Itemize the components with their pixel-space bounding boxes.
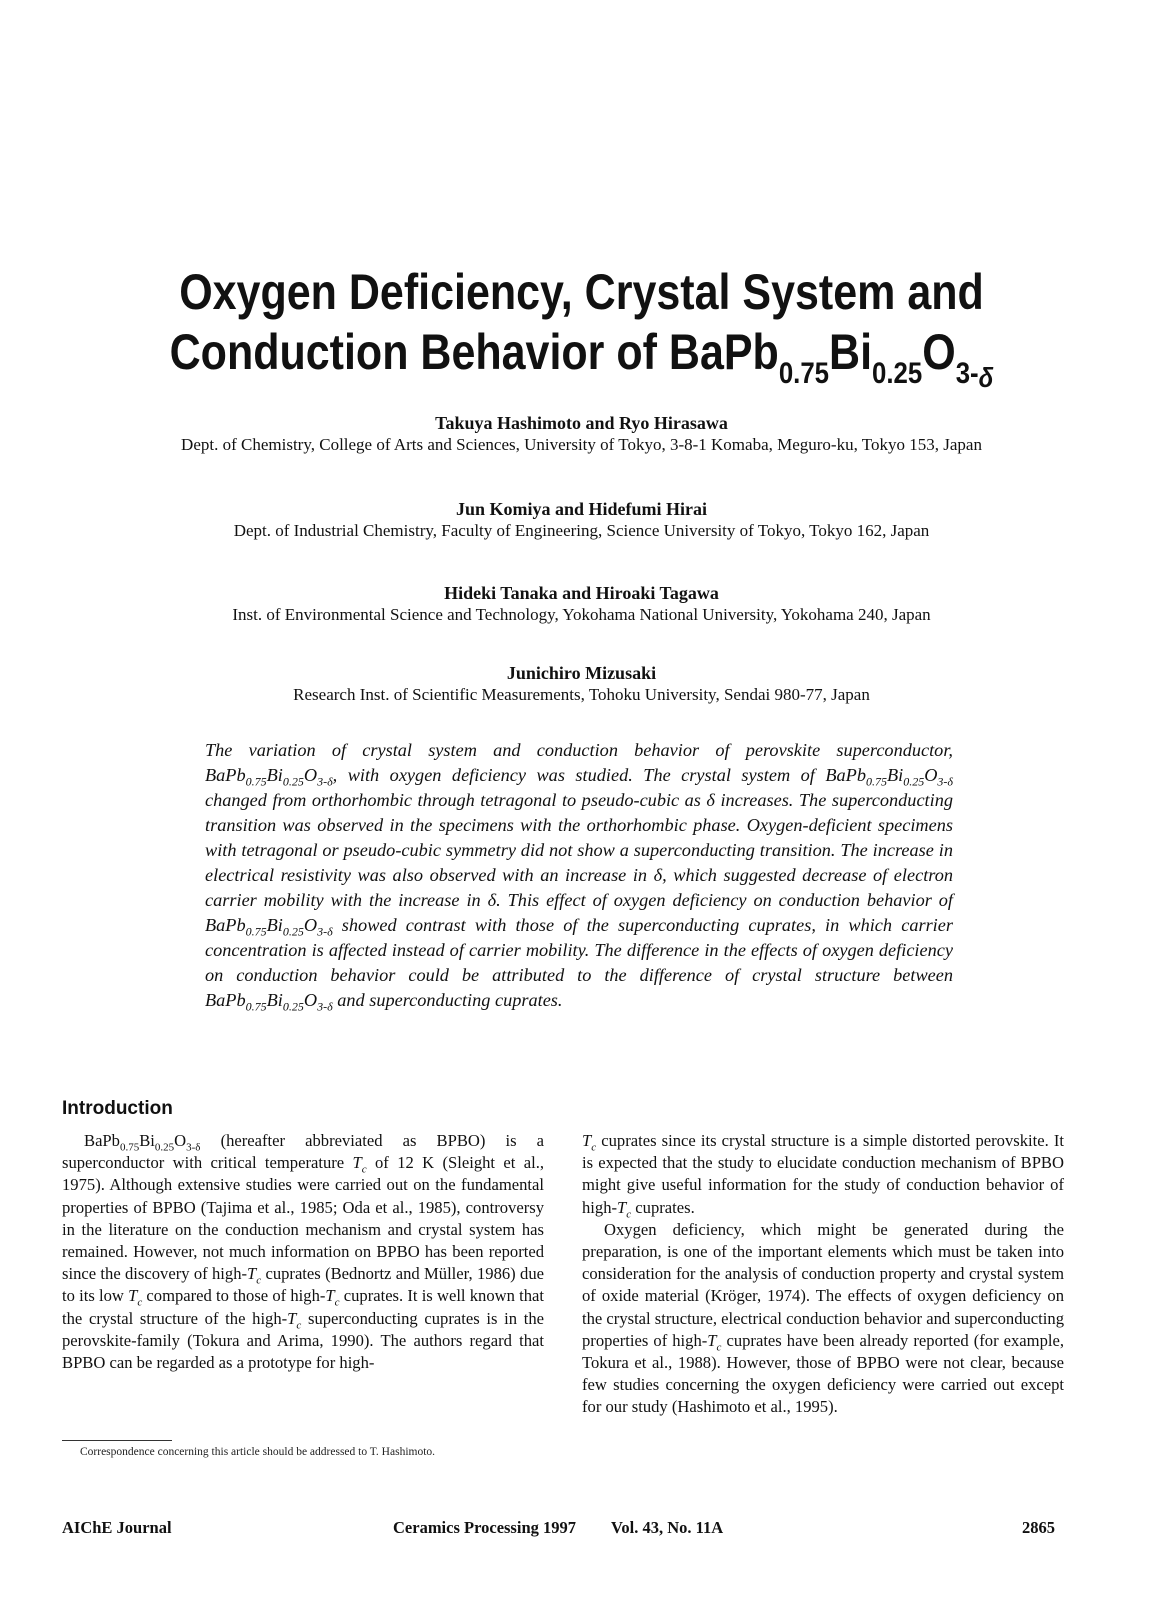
- body-text: (hereafter abbreviated as BPBO) is a superconductor with critical temperature: [62, 1131, 544, 1173]
- symbol-t: T: [325, 1286, 335, 1306]
- symbol-c: c: [256, 1274, 262, 1287]
- author-affiliation: Dept. of Chemistry, College of Arts and Sciences, University of Tokyo, 3-8-1 Komaba, Meguro-ku, Tokyo 153, Japan: [181, 435, 982, 454]
- body-text: cuprates have been already reported (for example, Tokura et al., 1988). However, those of BPBO were not clear, because few studies concerning the oxygen deficiency were carried out except for our study (Hashimoto et al., 1995).: [582, 1330, 1064, 1417]
- footer-issue: Ceramics Processing 1997: [393, 1518, 576, 1537]
- abstract-text: , with oxygen deficiency was studied. The crystal system of: [332, 765, 826, 785]
- abstract-text: showed contrast with those of the superconducting cuprates, in which carrier concentration is affected instead of carrier mobility. The difference in the effects of oxygen deficiency on conduction behavior could be attributed to the difference of crystal structure between: [205, 915, 953, 985]
- formula-part: Bi: [266, 915, 283, 935]
- formula: [84, 1131, 201, 1154]
- paper-title: [81, 262, 1081, 393]
- formula-subscript: 0.25: [903, 774, 925, 789]
- author-affiliation: Research Inst. of Scientific Measurements, Tohoku University, Sendai 980-77, Japan: [293, 685, 870, 704]
- section-heading: Introduction: [62, 1098, 173, 1119]
- paragraph: [582, 1219, 1064, 1419]
- abstract: [205, 738, 953, 1013]
- author-names: Takuya Hashimoto and Ryo Hirasawa: [435, 413, 728, 433]
- body-text: compared to those of high-: [142, 1286, 326, 1306]
- title-text: O: [922, 324, 956, 380]
- footer-page-number: 2865: [1022, 1518, 1055, 1537]
- formula-part: BaPb: [84, 1131, 120, 1150]
- title-subscript: 0.25: [872, 357, 923, 390]
- symbol-t: T: [617, 1197, 627, 1217]
- symbol-t: T: [707, 1330, 717, 1350]
- title-text: Conduction Behavior of BaPb: [169, 324, 779, 380]
- formula-subscript: 0.75: [865, 774, 887, 789]
- body-text: superconducting cuprates is in the perovskite-family (Tokura and Arima, 1990). The authors regard that BPBO can be regarded as a prototype for high-: [62, 1308, 544, 1373]
- symbol-t: T: [247, 1264, 257, 1284]
- symbol-c: c: [334, 1296, 340, 1309]
- formula-subscript: 3-δ: [317, 999, 333, 1014]
- formula-part: O: [303, 990, 318, 1010]
- symbol-c: c: [716, 1341, 722, 1354]
- symbol-t: T: [287, 1308, 297, 1328]
- formula-part: O: [303, 915, 318, 935]
- formula-subscript: 0.75: [245, 924, 267, 939]
- title-subscript: δ: [978, 362, 994, 393]
- body-column-right: [582, 1130, 1064, 1419]
- formula: [205, 990, 333, 1014]
- body-column-left: [62, 1130, 544, 1374]
- formula-subscript: 0.25: [282, 999, 304, 1014]
- formula-subscript: 3-δ: [317, 774, 333, 789]
- formula: [825, 765, 953, 789]
- formula-subscript: 0.75: [245, 774, 267, 789]
- body-text: cuprates.: [631, 1197, 695, 1217]
- formula-subscript: 0.25: [154, 1141, 175, 1154]
- abstract-text: The variation of crystal system and conduction behavior of perovskite superconductor,: [205, 740, 953, 760]
- symbol-c: c: [626, 1207, 632, 1220]
- formula-part: BaPb: [205, 990, 246, 1010]
- author-block-1: [0, 412, 1163, 456]
- formula-part: BaPb: [825, 765, 866, 785]
- footnote-rule: [62, 1440, 172, 1441]
- formula-subscript: 0.75: [245, 999, 267, 1014]
- title-line-2: [81, 322, 1081, 393]
- footer-volume: Vol. 43, No. 11A: [611, 1518, 724, 1537]
- author-affiliation: Inst. of Environmental Science and Technology, Yokohama National University, Yokohama 240, Japan: [232, 605, 931, 624]
- abstract-text: changed from orthorhombic through tetragonal to pseudo-cubic as δ increases. The superconducting transition was observed in the specimens with the orthorhombic phase. Oxygen-deficient specimens with tetragonal or pseudo-cubic symmetry did not show a superconducting transition. The increase in electrical resistivity was also observed with an increase in δ, which suggested decrease of electron carrier mobility with the increase in δ. This effect of oxygen deficiency on conduction behavior of: [205, 790, 953, 910]
- symbol-c: c: [137, 1296, 143, 1309]
- formula: [205, 765, 333, 789]
- formula-part: O: [303, 765, 318, 785]
- title-line-1: Oxygen Deficiency, Crystal System and: [179, 264, 984, 320]
- symbol-t: T: [352, 1153, 362, 1173]
- symbol-c: c: [296, 1318, 302, 1331]
- formula-subscript: 3-δ: [317, 924, 333, 939]
- author-names: Hideki Tanaka and Hiroaki Tagawa: [444, 583, 719, 603]
- formula-subscript: 0.75: [119, 1141, 140, 1154]
- body-text: of 12 K (Sleight et al., 1975). Although extensive studies were carried out on the fundamental properties of BPBO (Tajima et al., 1985; Oda et al., 1985), controversy in the literature on the conduction mechanism and crystal system has remained. However, not much information on BPBO has been reported since the discovery of high-: [62, 1153, 544, 1284]
- author-affiliation: Dept. of Industrial Chemistry, Faculty of Engineering, Science University of Tokyo, Tokyo 162, Japan: [233, 521, 930, 540]
- formula-part: Bi: [266, 765, 283, 785]
- footnote: Correspondence concerning this article should be addressed to T. Hashimoto.: [80, 1446, 436, 1458]
- symbol-c: c: [361, 1163, 367, 1176]
- formula-part: Bi: [139, 1131, 155, 1150]
- formula-part: Bi: [266, 990, 283, 1010]
- formula-part: BaPb: [205, 765, 246, 785]
- formula-part: O: [924, 765, 938, 785]
- title-text: Bi: [829, 324, 873, 380]
- title-subscript: 3-: [955, 357, 979, 390]
- symbol-t: T: [582, 1131, 592, 1150]
- formula-subscript: 0.25: [282, 774, 304, 789]
- abstract-text: and superconducting cuprates.: [332, 990, 563, 1010]
- author-block-3: [0, 582, 1163, 626]
- formula: [205, 915, 333, 939]
- symbol-c: c: [591, 1141, 597, 1154]
- formula-part: Bi: [886, 765, 904, 785]
- symbol-t: T: [128, 1286, 138, 1306]
- body-text: cuprates since its crystal structure is a simple distorted perovskite. It is expected that the study to elucidate conduction mechanism of BPBO might give useful information for the study of conduction behavior of high-: [582, 1131, 1064, 1217]
- author-block-4: [0, 662, 1163, 706]
- paragraph: [62, 1130, 544, 1374]
- formula-part: BaPb: [205, 915, 246, 935]
- formula-subscript: 3-δ: [937, 774, 953, 789]
- formula-part: O: [174, 1131, 187, 1150]
- paragraph: [582, 1130, 1064, 1219]
- author-block-2: [0, 498, 1163, 542]
- title-subscript: 0.75: [778, 357, 830, 390]
- body-text: cuprates (Bednortz and Müller, 1986) due to its low: [62, 1264, 544, 1306]
- author-names: Jun Komiya and Hidefumi Hirai: [455, 499, 708, 519]
- author-names: Junichiro Mizusaki: [506, 663, 657, 683]
- formula-subscript: 3-δ: [186, 1141, 201, 1154]
- body-text: Oxygen deficiency, which might be generated during the preparation, is one of the important elements which must be taken into consideration for the analysis of conduction property and crystal system of oxide material (Kröger, 1974). The effects of oxygen deficiency on the crystal structure, electrical conduction behavior and superconducting properties of high-: [582, 1219, 1064, 1350]
- footer-journal: AIChE Journal: [62, 1518, 172, 1537]
- formula-subscript: 0.25: [282, 924, 304, 939]
- body-text: cuprates. It is well known that the crystal structure of the high-: [62, 1286, 544, 1328]
